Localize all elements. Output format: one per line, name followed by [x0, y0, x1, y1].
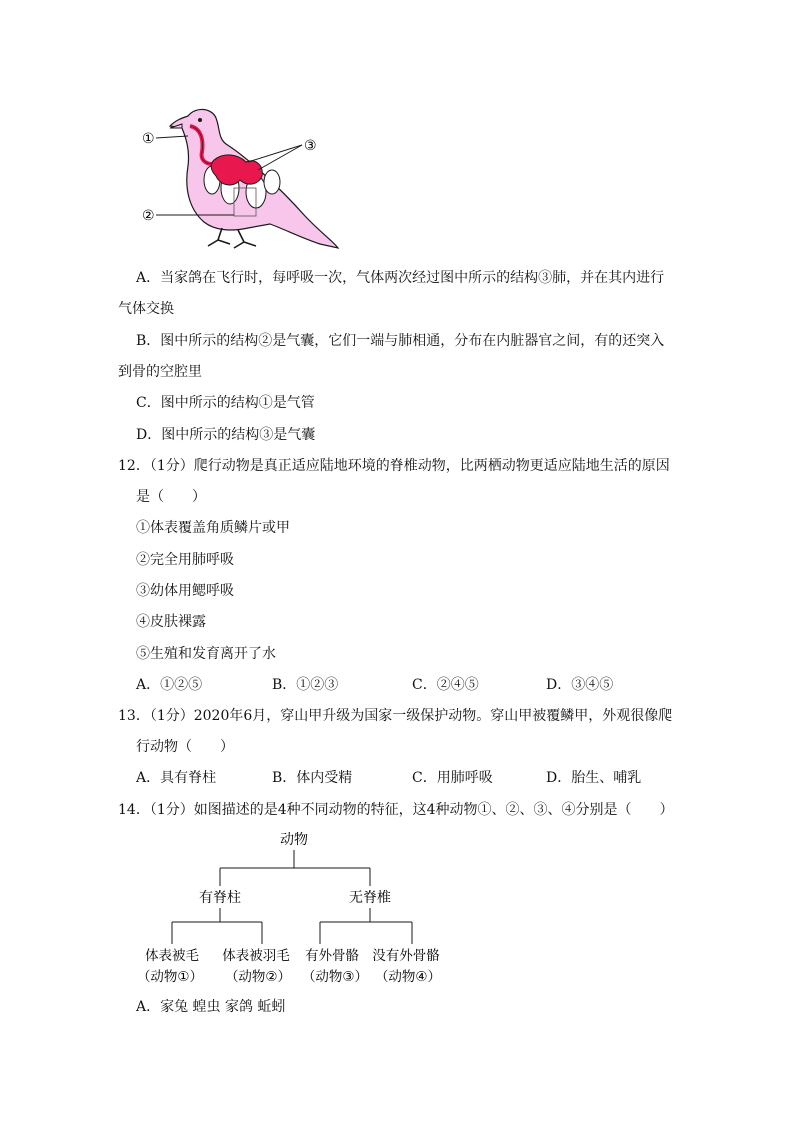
q12-option-b: B．①②③: [272, 677, 339, 693]
q12-option-a: A．①②⑤: [136, 677, 203, 693]
tree-leaf-1: 体表被毛: [145, 948, 199, 964]
q12-item-3: ③幼体用鳃呼吸: [136, 583, 234, 599]
q14-stem: 14．（1分）如图描述的是4种不同动物的特征，这4种动物①、②、③、④分别是（ ）: [118, 802, 674, 818]
tree-leaf-3: 有外骨骼: [305, 948, 359, 964]
q12-option-c: C．②④⑤: [412, 677, 479, 693]
q13-option-a: A．具有脊柱: [136, 770, 217, 786]
q12-item-1: ①体表覆盖角质鳞片或甲: [136, 520, 290, 536]
tree-leaf-tag-2: （动物②）: [224, 969, 292, 985]
bird-respiratory-figure: [130, 98, 350, 254]
tree-leaf-tag-1: （动物①）: [136, 969, 204, 985]
bird-label-2: ②: [142, 208, 155, 224]
tree-left-node: 有脊柱: [199, 890, 241, 906]
tree-leaf-4: 没有外骨骼: [372, 948, 440, 964]
q12-item-2: ②完全用肺呼吸: [136, 552, 234, 568]
air-sac: [264, 170, 280, 194]
q12-stem-line2: 是（ ）: [136, 489, 206, 505]
q11-option-a-line2: 气体交换: [118, 301, 174, 317]
q12-item-4: ④皮肤裸露: [136, 614, 206, 630]
q14-option-a: A．家兔 蝗虫 家鸽 蚯蚓: [136, 999, 286, 1015]
q12-item-5: ⑤生殖和发育离开了水: [136, 646, 276, 662]
bird-label-1: ①: [142, 131, 155, 147]
q13-stem-line1: 13．（1分）2020年6月，穿山甲升级为国家一级保护动物。穿山甲被覆鳞甲，外观很像爬: [118, 708, 673, 724]
bird-label-3: ③: [304, 138, 317, 154]
q13-option-d: D．胎生、哺乳: [546, 770, 642, 786]
q11-option-a-line1: A．当家鸽在飞行时，每呼吸一次，气体两次经过图中所示的结构③肺，并在其内进行: [136, 270, 665, 286]
tree-leaf-tag-3: （动物③）: [301, 969, 369, 985]
q11-option-b-line1: B．图中所示的结构②是气囊，它们一端与肺相通，分布在内脏器官之间，有的还突入: [136, 333, 665, 349]
q13-option-b: B．体内受精: [272, 770, 353, 786]
q11-option-c: C．图中所示的结构①是气管: [136, 395, 315, 411]
q12-option-d: D．③④⑤: [546, 677, 614, 693]
tree-right-node: 无脊椎: [349, 890, 391, 906]
classification-tree: [130, 826, 470, 992]
q11-option-d: D．图中所示的结构③是气囊: [136, 427, 316, 443]
q13-stem-line2: 行动物（ ）: [136, 739, 234, 755]
tree-root: 动物: [280, 832, 308, 848]
tree-leaf-2: 体表被羽毛: [222, 948, 290, 964]
q12-stem-line1: 12．（1分）爬行动物是真正适应陆地环境的脊椎动物，比两栖动物更适应陆地生活的原因: [118, 458, 670, 474]
q11-option-b-line2: 到骨的空腔里: [118, 364, 202, 380]
tree-leaf-tag-4: （动物④）: [374, 969, 442, 985]
q13-option-c: C．用肺呼吸: [412, 770, 493, 786]
